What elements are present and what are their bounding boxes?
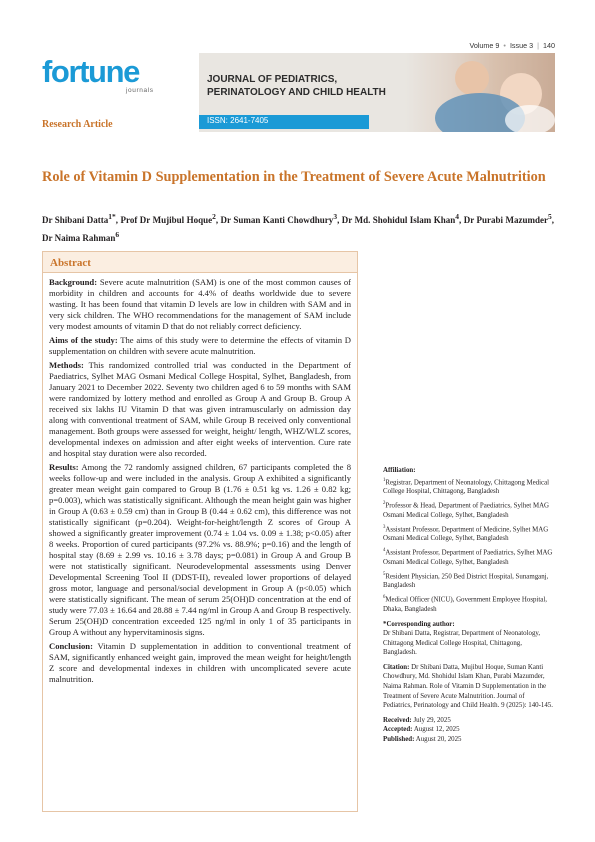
section-text: Vitamin D supplementation in addition to conventional treatment of SAM, significantly enhanced weight gain, improved the mean weight for height/length Z score and developmental indexes in children with uncomplicated severe acute malnutrition. [49,641,351,684]
author-sup: 4 [455,212,460,221]
section-label: Methods: [49,360,84,370]
issn-bar [199,115,369,129]
logo-subtext: journals [126,87,154,94]
affiliation-item [383,476,555,497]
abstract-heading: Abstract [50,257,91,269]
issn: ISSN: 2641-7405 [207,116,269,125]
author: Dr Md. Shohidul Islam Khan [341,215,456,225]
author-sup: 2 [212,212,216,221]
accepted-date [383,725,555,735]
affiliation-heading-text: Affiliation: [383,467,416,474]
affiliation-item [383,546,555,567]
article-dates [383,716,555,745]
received-label: Received: [383,716,412,724]
received-value: July 29, 2025 [413,716,451,724]
accepted-value: August 12, 2025 [413,726,460,734]
abstract-background [49,277,351,332]
affiliation-sup: 2 [383,501,386,507]
volume-label: Volume 9 [469,41,500,50]
affiliation-sup: 1 [383,477,386,483]
author: Dr Suman Kanti Chowdhury [220,215,334,225]
corresponding-text: Dr Shibani Datta, Registrar, Department of Neonatology, Chittagong Medical College Hospital, Chittagong, Bangladesh. [383,630,541,657]
affiliation-item [383,570,555,591]
journal-title [207,73,386,99]
author-sup: 6 [115,229,120,239]
section-label: Aims of the study: [49,335,118,345]
affiliation-item [383,499,555,520]
affiliation-heading [383,466,555,476]
issue-label: Issue 3 [509,41,534,50]
affiliation-item [383,593,555,614]
section-text: Among the 72 randomly assigned children, 67 participants completed the 8 weeks follow-up and were included in the analysis. Group A exhibited a significantly greater mean weight gain compared to Group B (1.76 ± 0.51 kg vs. 1.26 ± 0.82 kg; p=0.003), which was statistically significant. Although the mean height gain was higher in Group A (0.63 ± 0.59 cm) than in Group B (0.44 ± 0.62 cm), this difference was not statistically significant (p=0.204). Weight-for-height/length Z scores of Group A showed a significantly greater improvement (0.74 ± 1.04 vs. 0.09 ± 1.38; p<0.05) after 8 weeks. Proportion of cured participants (97.2% vs. 88.9%; p=0.16) and the length of hospital stay (8.69 ± 2.99 vs. 10.16 ± 3.78 days; p=0.081) in Group A and Group B were not statistically significant. Neurodevelopmental assessments using Denver Developmental Screening Tool II (DDST-II), revealed lower proportions of delayed gross motor, language and personal/social development in Group A (p<0.05) which were statistically significant. The mean of serum 25(OH)D concentration at the end of study were 77.03 ± 16.64 and 28.88 ± 7.44 ng/ml in Group A and Group B respectively. Serum 25(OH)D concentration exceeded 125 ng/ml in only 1 of 35 participants in Group A without any hypervitaminosis signs. [49,462,351,637]
section-text: Severe acute malnutrition (SAM) is one of the most common causes of morbidity in children and accounts for 4.4% of deaths worldwide due to severe wasting. It has been found that vitamin D levels are low in children with SAM and in very sick children. The WHO recommendations for the management of SAM include very modest amounts of vitamin D that do not reliably correct deficiency. [49,277,352,331]
abstract-results [49,462,351,638]
author: Prof Dr Mujibul Hoque [120,215,213,225]
author-sup: 3 [333,212,338,221]
abstract-aims [49,335,351,357]
affiliation-text: Medical Officer (NICU), Government Employee Hospital, Dhaka, Bangladesh [383,596,547,613]
section-text: This randomized controlled trial was conducted in the Department of Paediatrics, Sylhet MAG Osmani Medical College Hospital, Sylhet, Bangladesh, from January 2021 to December 2022. Seventy two children aged 6 to 59 months with SAM were randomized by lottery method and enrolled as Group A and Group B. Group A received six lakhs IU Vitamin D that was given intramuscularly on admission day along with conventional treatment of SAM, while Group B received only conventional management. Both groups were assessed for weight, height/ length, WHZ/WLZ scores, developmental indexes on admission and after eight weeks of intervention. Cure rate and hospital stay duration were also recorded. [49,360,351,458]
journal-title-line2: PERINATOLOGY AND CHILD HEALTH [207,87,386,99]
photo-blanket [505,105,555,132]
author-list: Dr Shibani Datta$^{1*}$, Prof Dr Mujibul Hoque$^2$, Dr Suman Kanti Chowdhury$^3$, Dr Md. Shohidul Islam Khan$^4$, Dr Purabi Mazumder$^5$, Dr Naima Rahman$^6$ [42,212,554,243]
publisher-logo [42,54,154,107]
citation-label: Citation: [383,663,410,671]
abstract-body [49,277,351,688]
author: Dr Naima Rahman [42,232,116,243]
logo-wordmark: fortune [42,54,139,89]
author-sup: 1* [108,212,116,221]
published-value: August 20, 2025 [415,736,462,744]
author: Dr Purabi Mazumder [463,215,548,225]
corresponding-heading: *Corresponding author: [383,620,455,628]
photo-face [455,61,489,95]
affiliation-text: Assistant Professor, Department of Paediatrics, Sylhet MAG Osmani Medical College, Sylhet, Bangladesh [383,549,553,566]
section-label: Background: [49,277,98,287]
affiliation-sup: 3 [383,524,386,530]
citation-text: Dr Shibani Datta, Mujibul Hoque, Suman Kanti Chowdhury, Md. Shohidul Islam Khan, Purabi Mazumder, Naima Rahman. Role of Vitamin D Supplementation in the Treatment of Severe Acute Malnutrition. Journal of Pediatrics, Perinatology and Child Health. 9 (2025): 140-145. [383,663,553,710]
section-label: Conclusion: [49,641,93,651]
published-label: Published: [383,736,415,744]
affiliation-text: Registrar, Department of Neonatology, Chittagong Medical College Hospital, Chittagong, Bangladesh [383,478,550,496]
corresponding-author [383,620,555,658]
journal-banner [199,53,555,132]
journal-title-line1: JOURNAL OF PEDIATRICS, [207,74,338,85]
accepted-label: Accepted: [383,726,413,734]
section-label: Results: [49,462,79,472]
running-header: Volume 9 • Issue 3 | 140 [469,41,555,50]
affiliation-item [383,523,555,544]
page-number: 140 [543,41,555,50]
citation [383,663,555,711]
article-info-column [383,466,555,745]
affiliation-sup: 4 [383,548,386,554]
affiliation-text: Resident Physician, 250 Bed District Hospital, Sunamganj, Bangladesh [383,572,549,590]
affiliation-text: Assistant Professor, Department of Medicine, Sylhet MAG Osmani Medical College, Sylhet, Bangladesh [383,525,549,543]
abstract-box [42,251,358,812]
abstract-conclusion [49,641,351,685]
abstract-methods [49,360,351,459]
section-text: The aims of this study were to determine the effects of vitamin D supplementation on children with severe acute malnutrition. [49,335,351,356]
received-date [383,716,555,726]
author-sup: 5 [548,212,552,221]
affiliation-sup: 6 [383,595,386,601]
published-date [383,735,555,745]
article-type: Research Article [42,119,113,130]
banner-photo [405,53,555,132]
author: Dr Shibani Datta [42,215,109,225]
article-title: Role of Vitamin D Supplementation in the Treatment of Severe Acute Malnutrition [42,169,546,185]
affiliation-text: Professor & Head, Department of Paediatrics, Sylhet MAG Osmani Medical College, Sylhet, Bangladesh [383,502,550,519]
affiliation-sup: 5 [383,571,386,577]
